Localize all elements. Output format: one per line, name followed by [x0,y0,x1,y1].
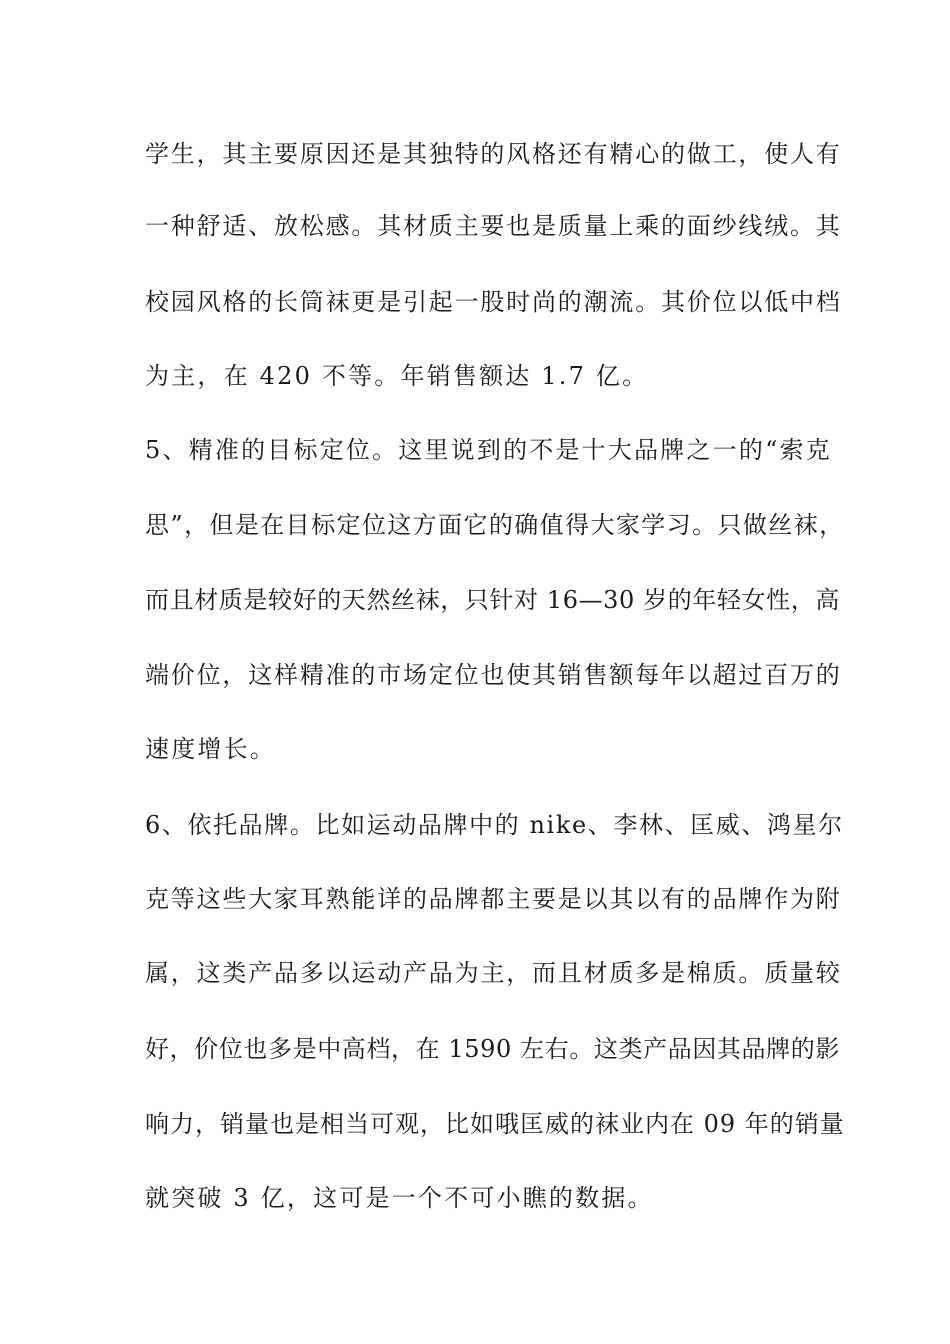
text-line: 一种舒适、放松感。其材质主要也是质量上乘的面纱线绒。其 [145,212,842,240]
text-line: 属，这类产品多以运动产品为主，而且材质多是棉质。质量较 [145,959,842,987]
text-line: 而且材质是较好的天然丝袜，只针对 16—30 岁的年轻女性，高 [145,586,840,614]
text-line: 就突破 3 亿，这可是一个不可小瞧的数据。 [145,1184,654,1212]
text-line: 端价位，这样精准的市场定位也使其销售额每年以超过百万的 [145,661,842,689]
text-line: 5、精准的目标定位。这里说到的不是十大品牌之一的“索克 [145,436,832,464]
text-line: 学生，其主要原因还是其独特的风格还有精心的做工，使人有 [145,140,842,168]
text-line: 思”，但是在目标定位这方面它的确值得大家学习。只做丝袜， [145,511,845,539]
text-line: 响力，销量也是相当可观，比如哦匡威的袜业内在 09 年的销量 [145,1110,845,1138]
text-line: 克等这些大家耳熟能详的品牌都主要是以其以有的品牌作为附 [145,885,842,913]
text-line: 为主，在 420 不等。年销售额达 1.7 亿。 [145,362,649,390]
text-line: 校园风格的长筒袜更是引起一股时尚的潮流。其价位以低中档 [145,288,842,316]
text-line: 速度增长。 [145,735,276,763]
text-line: 6、依托品牌。比如运动品牌中的 nike、李林、匡威、鸿星尔 [145,811,844,839]
text-line: 好，价位也多是中高档，在 1590 左右。这类产品因其品牌的影 [145,1035,840,1063]
